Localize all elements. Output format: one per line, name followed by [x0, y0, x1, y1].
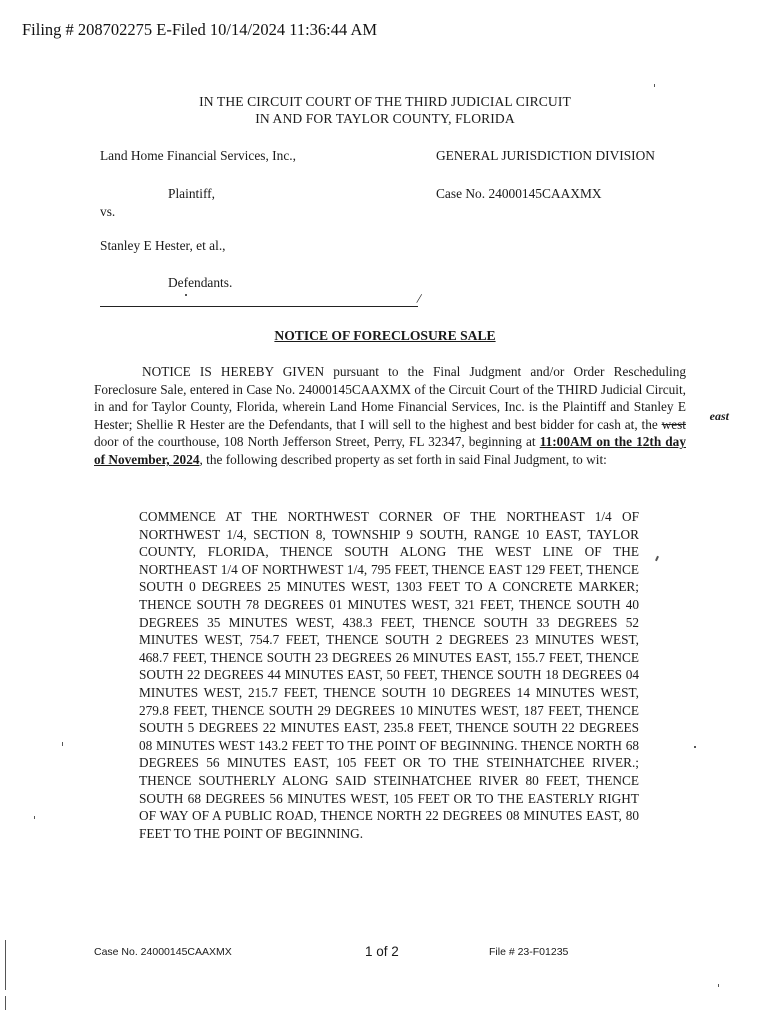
divider-tick-mark: /: [415, 291, 423, 308]
filing-stamp: Filing # 208702275 E-Filed 10/14/2024 11:36:44 AM: [22, 20, 378, 39]
notice-text-part-1: NOTICE IS HEREBY GIVEN pursuant to the Final Judgment and/or Order Rescheduling Foreclosure Sale, entered in Case No. 24000145CAAXMX of the Circuit Court of the THIRD Judicial Circuit, in and for Taylor County, Florida, wherein Land Home Financial Services, Inc. is the Plaintiff and Stanley E Hester; Shellie R Hester are the Defendants, that I will sell to the highest and best bidder for cash at, the: [94, 364, 686, 432]
defendant-role: Defendants.: [168, 275, 233, 290]
scan-margin-line: [5, 940, 6, 990]
scan-speck: [62, 742, 63, 746]
notice-title: NOTICE OF FORECLOSURE SALE: [274, 328, 496, 343]
caption-divider: [100, 306, 418, 307]
plaintiff-role: Plaintiff,: [168, 186, 215, 201]
scan-speck: [694, 746, 696, 748]
plaintiff-name: Land Home Financial Services, Inc.,: [100, 148, 296, 163]
footer-file-number: File # 23-F01235: [489, 946, 569, 958]
notice-paragraph: [94, 363, 729, 469]
scan-speck: [655, 556, 659, 561]
notice-text-part-2: door of the courthouse, 108 North Jefferson Street, Perry, FL 32347, beginning at: [94, 434, 540, 450]
sale-date-time: 11:00AM on the 12th day of November, 2024: [94, 434, 686, 467]
legal-description: COMMENCE AT THE NORTHWEST CORNER OF THE NORTHEAST 1/4 OF NORTHWEST 1/4, SECTION 8, TOWNSHIP 9 SOUTH, RANGE 10 EAST, TAYLOR COUNTY, FLORIDA, THENCE SOUTH ALONG THE WEST LINE OF THE NORTHEAST 1/4 OF NORTHWEST 1/4, 795 FEET, THENCE EAST 129 FEET, THENCE SOUTH 0 DEGREES 25 MINUTES WEST, 1303 FEET TO A CONCRETE MARKER; THENCE SOUTH 78 DEGREES 01 MINUTES WEST, 321 FEET, THENCE SOUTH 40 DEGREES 35 MINUTES WEST, 438.3 FEET, THENCE SOUTH 33 DEGREES 52 MINUTES WEST, 754.7 FEET, THENCE SOUTH 2 DEGREES 23 MINUTES WEST, 468.7 FEET, THENCE SOUTH 23 DEGREES 26 MINUTES EAST, 155.7 FEET, THENCE SOUTH 22 DEGREES 44 MINUTES EAST, 50 FEET, THENCE SOUTH 18 DEGREES 04 MINUTES WEST, 215.7 FEET, THENCE SOUTH 10 DEGREES 14 MINUTES WEST, 279.8 FEET, THENCE SOUTH 29 DEGREES 10 MINUTES WEST, 187 FEET, THENCE SOUTH 5 DEGREES 22 MINUTES EAST, 235.8 FEET, THENCE SOUTH 22 DEGREES 08 MINUTES WEST 143.2 FEET TO THE POINT OF BEGINNING. THENCE NORTH 68 DEGREES 56 MINUTES EAST, 105 FEET OR TO THE STEINHATCHEE RIVER.; THENCE SOUTHERLY ALONG SAID STEINHATCHEE RIVER 80 FEET, THENCE SOUTH 68 DEGREES 56 MINUTES WEST, 105 FEET OR TO THE EASTERLY RIGHT OF WAY OF A PUBLIC ROAD, THENCE NORTH 22 DEGREES 08 MINUTES EAST, 80 FEET TO THE POINT OF BEGINNING.: [139, 509, 639, 841]
scan-margin-line: [5, 996, 6, 1010]
defendant-name: Stanley E Hester, et al.,: [100, 238, 226, 253]
division-label: GENERAL JURISDICTION DIVISION: [436, 148, 655, 163]
footer-case-number: Case No. 24000145CAAXMX: [94, 946, 232, 958]
court-heading-line-1: IN THE CIRCUIT COURT OF THE THIRD JUDICIAL CIRCUIT: [199, 94, 571, 109]
notice-body: [94, 363, 729, 469]
case-number: Case No. 24000145CAAXMX: [436, 186, 602, 201]
scan-speck: [185, 294, 187, 296]
struck-correction: [661, 408, 729, 432]
page-indicator: 1 of 2: [365, 944, 399, 959]
versus-label: vs.: [100, 204, 116, 219]
court-heading-line-2: IN AND FOR TAYLOR COUNTY, FLORIDA: [255, 111, 515, 126]
scan-speck: [654, 84, 655, 87]
scan-speck: [718, 984, 719, 987]
scan-speck: [34, 816, 35, 819]
handwritten-insertion: east: [709, 408, 729, 423]
struck-word: west: [661, 416, 686, 432]
notice-text-part-3: , the following described property as set forth in said Final Judgment, to wit:: [199, 451, 607, 467]
